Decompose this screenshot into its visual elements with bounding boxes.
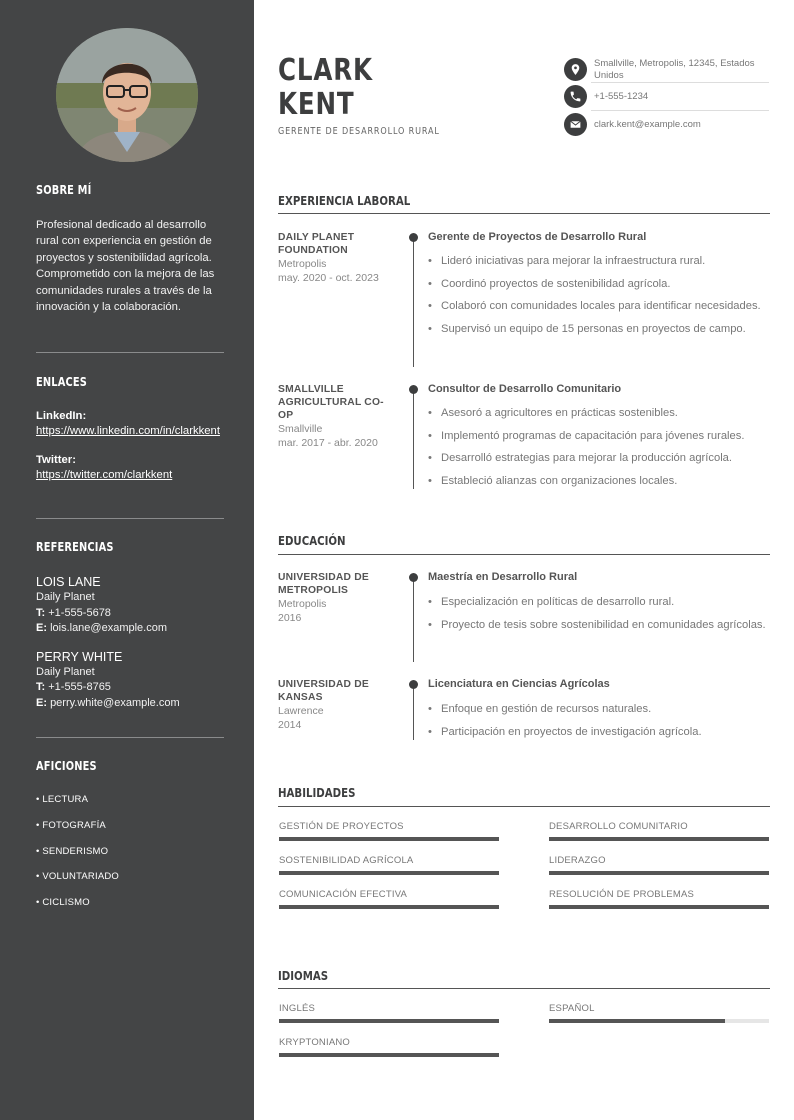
section-rule [278,213,770,214]
hobby-item: • VOLUNTARIADO [36,871,120,882]
reference-company: Daily Planet [36,591,95,603]
org-name: DAILY PLANET FOUNDATION [278,232,355,256]
skill-bar-fill [279,837,499,841]
contact-divider [591,82,769,83]
job-title: Consultor de Desarrollo Comunitario [428,383,622,395]
skill-bar [549,905,769,909]
skill-bar [279,837,499,841]
job-bullets [441,254,771,345]
link-label: Twitter: [36,453,76,466]
reference-phone [36,680,224,696]
about-title: SOBRE MÍ [36,183,92,197]
degree-title: Maestría en Desarrollo Rural [428,571,578,583]
reference-company: Daily Planet [36,665,95,678]
skill-bar [549,837,769,841]
sidebar-divider [36,518,224,519]
skill-label: SOSTENIBILIDAD AGRÍCOLA [279,855,414,866]
timeline-line [413,684,414,740]
phone-label: T: [36,681,46,693]
skill-item [549,821,769,841]
link-item-linkedin [36,409,224,440]
contact-divider [591,110,769,111]
experience-org [278,231,396,285]
section-rule [278,988,770,989]
bullet-item: • Proyecto de tesis sobre sostenibilidad en comunidades agrícolas. [441,618,771,633]
timeline-dot [409,680,418,689]
skills-title: HABILIDADES [278,786,356,800]
bullet-item: • Estableció alianzas con organizaciones locales. [441,474,771,489]
bullet-item: • Asesoró a agricultores en prácticas sostenibles. [441,406,771,421]
references-section [36,540,224,711]
reference-item [36,649,224,712]
degree-bullets [441,595,771,640]
section-rule [278,806,770,807]
references-title: REFERENCIAS [36,540,114,554]
reference-name: PERRY WHITE [36,649,123,664]
candidate-name [278,54,373,122]
language-bar-fill [279,1019,499,1023]
skill-bar [549,871,769,875]
bullet-item: • Enfoque en gestión de recursos naturales. [441,702,771,717]
reference-phone-value: +1-555-5678 [48,606,111,619]
org-location: Lawrence [278,705,324,717]
experience-org [278,383,396,450]
skill-bar [279,905,499,909]
skill-bar-fill [549,837,769,841]
links-title: ENLACES [36,375,88,389]
timeline-dot [409,385,418,394]
timeline-line [413,237,414,367]
hobby-item: • LECTURA [36,794,89,805]
skill-item [549,855,769,875]
bullet-item: • Participación en proyectos de investigación agrícola. [441,725,771,740]
skill-item [549,889,769,909]
org-location: Metropolis [278,258,327,270]
reference-item [36,574,224,637]
hobby-item: • CICLISMO [36,897,90,908]
reference-phone [36,606,224,622]
email-label: E: [36,696,47,709]
language-label: KRYPTONIANO [279,1037,351,1048]
job-role: GERENTE DE DESARROLLO RURAL [278,126,440,137]
hobbies-section [36,759,224,773]
skill-bar-fill [549,871,769,875]
location-pin-icon [564,58,587,81]
hobby-item: • SENDERISMO [36,846,109,857]
org-year: 2014 [278,719,302,731]
skill-item [279,889,499,909]
sidebar-divider [36,737,224,738]
link-item-twitter [36,453,224,484]
contact-phone [564,85,769,108]
skill-label: DESARROLLO COMUNITARIO [549,821,688,832]
org-name: UNIVERSIDAD DE METROPOLIS [278,572,369,596]
degree-title: Licenciatura en Ciencias Agrícolas [428,678,610,690]
org-name: UNIVERSIDAD DE KANSAS [278,679,369,703]
skill-label: GESTIÓN DE PROYECTOS [279,821,404,832]
skill-bar-fill [549,905,769,909]
skill-label: COMUNICACIÓN EFECTIVA [279,889,408,900]
reference-email-value: perry.white@example.com [50,696,180,709]
languages-title: IDIOMAS [278,969,329,983]
skill-item [279,855,499,875]
skill-label: LIDERAZGO [549,855,606,866]
email-text[interactable]: clark.kent@example.com [594,118,701,130]
skill-bar-fill [279,905,499,909]
reference-email-value: lois.lane@example.com [50,622,168,634]
section-rule [278,554,770,555]
language-item [279,1037,499,1057]
org-year: 2016 [278,612,302,624]
reference-phone-value: +1-555-8765 [48,681,111,693]
bullet-item: • Implementó programas de capacitación para jóvenes rurales. [441,429,771,444]
link-label: LinkedIn: [36,410,87,422]
language-bar [549,1019,769,1023]
language-label: INGLÉS [279,1003,316,1014]
education-title: EDUCACIÓN [278,534,346,548]
bullet-item: • Supervisó un equipo de 15 personas en proyectos de campo. [441,322,771,337]
phone-label: T: [36,606,46,619]
about-text: Profesional dedicado al desarrollo rural con experiencia en gestión de proyectos y sostenibilidad agrícola. Comprometido con la mejora de las comunidades rurales a través de la innovación y la colaboración. [36,219,215,314]
language-bar [279,1019,499,1023]
name-line-1: CLARK [278,53,373,88]
linkedin-link[interactable]: https://www.linkedin.com/in/clarkkent [36,425,220,437]
sidebar [0,0,254,1120]
education-org [278,571,396,625]
degree-bullets [441,702,771,747]
org-name: SMALLVILLE AGRICULTURAL CO-OP [278,384,384,421]
phone-text: +1-555-1234 [594,90,649,102]
reference-name: LOIS LANE [36,575,101,589]
sidebar-divider [36,352,224,353]
job-title: Gerente de Proyectos de Desarrollo Rural [428,231,647,243]
contact-email [564,113,769,136]
skill-label: RESOLUCIÓN DE PROBLEMAS [549,889,695,900]
language-label: ESPAÑOL [549,1003,595,1014]
bullet-item: • Colaboró con comunidades locales para identificar necesidades. [441,299,771,314]
phone-icon [564,85,587,108]
about-section [36,183,224,315]
org-location: Metropolis [278,598,327,610]
experience-title: EXPERIENCIA LABORAL [278,194,411,208]
timeline-line [413,389,414,489]
email-icon [564,113,587,136]
education-org [278,678,396,732]
language-bar [279,1053,499,1057]
org-dates: mar. 2017 - abr. 2020 [278,437,378,449]
hobbies-title: AFICIONES [36,759,97,773]
language-bar-fill [279,1053,499,1057]
reference-email [36,621,224,637]
bullet-item: • Coordinó proyectos de sostenibilidad agrícola. [441,277,771,292]
timeline-dot [409,573,418,582]
language-item [279,1003,499,1023]
profile-photo [56,28,198,162]
skill-bar [279,871,499,875]
skill-item [279,821,499,841]
reference-email [36,696,224,712]
bullet-item: • Lideró iniciativas para mejorar la infraestructura rural. [441,254,771,269]
skill-bar-fill [279,871,499,875]
timeline-dot [409,233,418,242]
contact-address [564,58,769,81]
language-item [549,1003,769,1023]
twitter-link[interactable]: https://twitter.com/clarkkent [36,468,173,481]
job-bullets [441,406,771,497]
language-bar-fill [549,1019,725,1023]
timeline-line [413,577,414,662]
org-dates: may. 2020 - oct. 2023 [278,272,379,284]
hobby-item: • FOTOGRAFÍA [36,820,106,831]
bullet-item: • Especialización en políticas de desarrollo rural. [441,595,771,610]
links-section [36,375,224,483]
bullet-item: • Desarrolló estrategias para mejorar la producción agrícola. [441,451,771,466]
name-line-2: KENT [278,87,355,122]
email-label: E: [36,622,47,634]
address-text: Smallville, Metropolis, 12345, Estados Unidos [594,58,755,81]
org-location: Smallville [278,423,323,435]
